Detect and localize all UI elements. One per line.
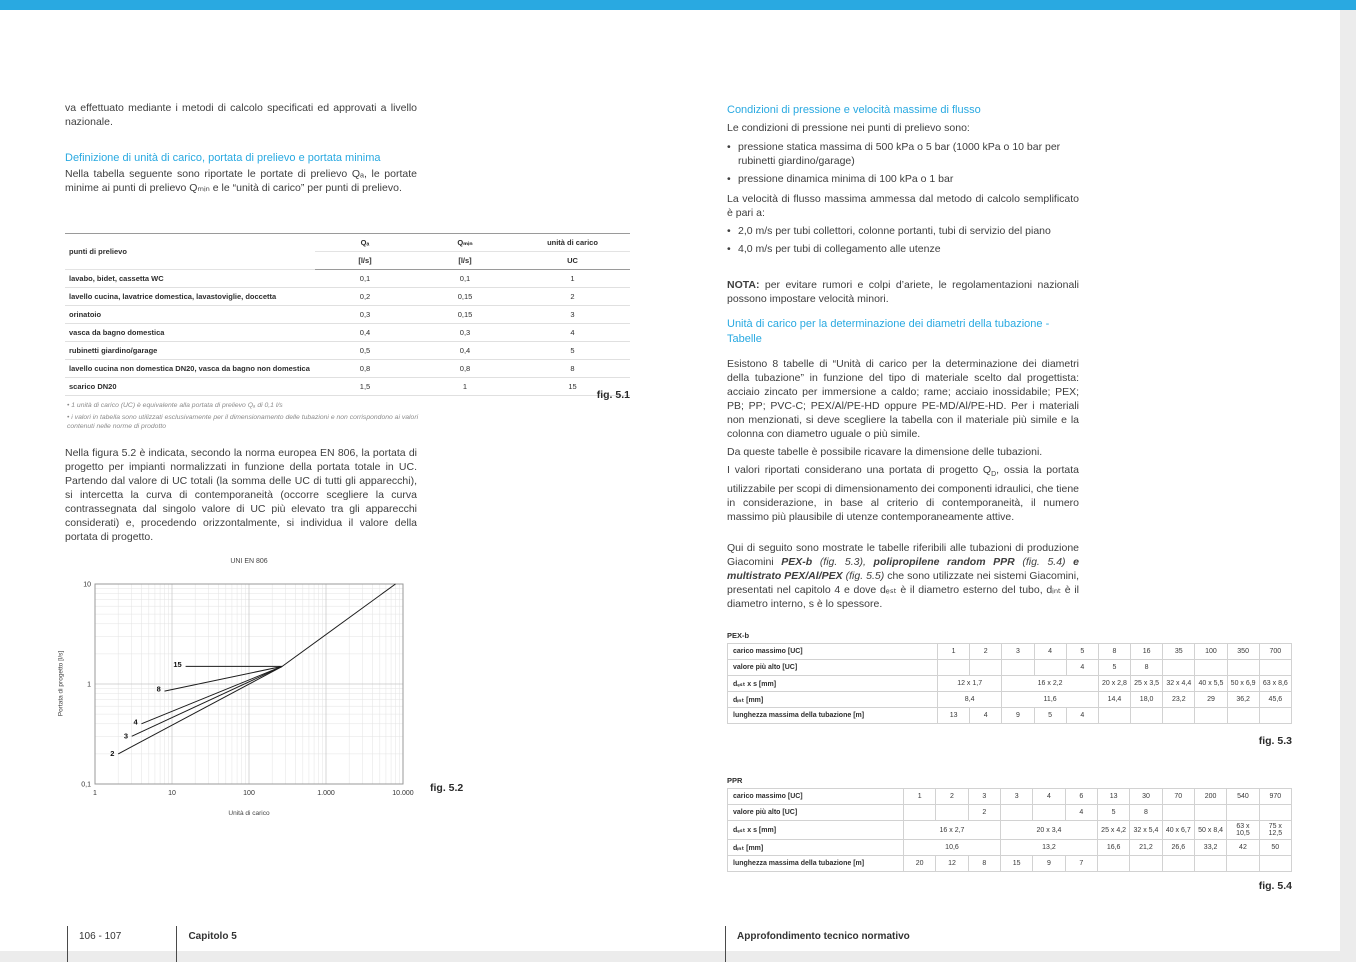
cell [1162, 805, 1194, 821]
list-item: • pressione statica massima di 500 kPa o 5 bar (1000 kPa o 10 bar per rubinetti giardino/garage) [727, 140, 1079, 168]
column-header-uc: unità di carico [515, 234, 630, 252]
cell: 0,8 [359, 364, 371, 373]
footnote: • i valori in tabella sono utilizzati esclusivamente per il dimensionamento delle tubazioni e non corrispondono ai valori contenuti nelle norme di prodotto [67, 413, 419, 430]
row-label: carico massimo [UC] [728, 789, 904, 805]
para-text: Qui di seguito sono mostrate le tabelle riferibili alle tubazioni di produzione Giacomini [727, 542, 1079, 568]
table-footnotes [67, 401, 442, 434]
cell [1259, 660, 1291, 676]
figure-label-5-1: fig. 5.1 [596, 389, 630, 401]
para-text-bold-italic: e multistrato PEX/Al/PEX [727, 556, 1079, 582]
row-label: dₑₛₜ x s [mm] [728, 821, 904, 840]
cell: 4 [1066, 660, 1098, 676]
row-label: valore più alto [UC] [728, 805, 904, 821]
cell [970, 660, 1002, 676]
cell: 70 [1162, 789, 1194, 805]
row-label: dₑₛₜ x s [mm] [728, 676, 938, 692]
cell: 45,6 [1259, 692, 1291, 708]
cell: 8 [570, 364, 575, 373]
tabelle-paragraph-4 [727, 541, 1079, 611]
cell: 30 [1130, 789, 1162, 805]
cell: 5 [1098, 660, 1130, 676]
ppr-table [727, 788, 1292, 872]
chart-y-axis-label: Portata di progetto [l/s] [57, 650, 65, 717]
cell [1227, 708, 1259, 724]
velocita-lead: La velocità di flusso massima ammessa dal metodo di calcolo semplificato è pari a: [727, 193, 1079, 219]
cell: 2 [936, 789, 968, 805]
cell: 36,2 [1227, 692, 1259, 708]
cell: 0,3 [459, 328, 471, 337]
cell: 2 [970, 644, 1002, 660]
pressione-bullet-list [727, 140, 1079, 190]
cell [1195, 708, 1227, 724]
cell: 20 x 2,8 [1098, 676, 1130, 692]
cell: 1 [462, 382, 468, 391]
cell [1227, 805, 1259, 821]
cell: 1 [938, 644, 970, 660]
page-right [678, 0, 1356, 951]
row-label: valore più alto [UC] [728, 660, 938, 676]
cell [1033, 805, 1065, 821]
figura-52-paragraph: Nella figura 5.2 è indicata, secondo la norma europea EN 806, la portata di progetto per impianti normalizzati in funzione della portata totale in UC. Partendo dal valore di UC totali (la somma delle UC di tutti gli apparecchi), si intercetta la curva di contemporaneità (occorre scegliere la curva contrassegnata dal singolo valore di UC più elevato tra gli apparecchi considerati) e, procedendo orizzontalmente, si individua il valore della portata di progetto. [65, 447, 417, 543]
row-label: lunghezza massima della tubazione [m] [728, 708, 938, 724]
cell [1163, 660, 1195, 676]
nota-label: NOTA: [727, 279, 760, 291]
cell: 50 x 6,9 [1227, 676, 1259, 692]
cell: 0,3 [359, 310, 371, 319]
tabelle-paragraph-3 [727, 463, 1079, 524]
row-label: carico massimo [UC] [728, 644, 938, 660]
list-item: • 4,0 m/s per tubi di collegamento alle utenze [727, 242, 1079, 256]
footnote: • 1 unità di carico (UC) è equivalente alla portata di prelievo Qₐ di 0,1 l/s [67, 402, 283, 409]
tabelle-paragraph-1: Esistono 8 tabelle di “Unità di carico per la determinazione dei diametri della tubazione” in funzione del tipo di materiale scelto dal progettista: acciaio zincato per immersione a caldo; rame; acciaio inossidabile; PEX; PB; PP; PVC-C; PEX/Al/PE-HD oppure PE-MD/Al/PE-HD. Per i materiali non menzionati, si deve scegliere la tabella con il materiale più simile e la colonna con diametro uguale o più simile. [727, 358, 1079, 440]
cell: 32 x 5,4 [1130, 821, 1162, 840]
cell [1259, 805, 1291, 821]
cell: 21,2 [1130, 840, 1162, 856]
page-left [0, 0, 678, 951]
cell: vasca da bagno domestica [69, 328, 165, 337]
para-text-bold-italic: polipropilene random PPR [873, 556, 1023, 568]
cell: 350 [1227, 644, 1259, 660]
cell [1162, 856, 1194, 872]
cell: 16 x 2,2 [1002, 676, 1099, 692]
cell [1194, 805, 1226, 821]
cell: 5 [1034, 708, 1066, 724]
cell: 16 x 2,7 [904, 821, 1001, 840]
table-row [728, 840, 1292, 856]
column-header-punti: punti di prelievo [65, 234, 315, 270]
cell: lavabo, bidet, cassetta WC [69, 274, 164, 283]
cell [1131, 708, 1163, 724]
cell: 0,4 [459, 346, 471, 355]
cell [904, 805, 936, 821]
cell: 2 [570, 292, 575, 301]
para-text: , ossia la portata utilizzabile per scopi di dimensionamento dei componenti idraulici, che tiene in considerazione, in base al criterio di contemporaneità, il numero massimo più plausibile di utenze contemporaneamente attive. [727, 464, 1079, 524]
cell: 8 [968, 856, 1000, 872]
list-item: • 2,0 m/s per tubi collettori, colonne portanti, tubi di servizio del piano [727, 224, 1079, 238]
cell: 32 x 4,4 [1163, 676, 1195, 692]
cell: lavello cucina non domestica DN20, vasca da bagno non domestica [69, 364, 310, 373]
para-text: I valori riportati considerano una portata di progetto Q [727, 464, 992, 476]
pressione-lead: Le condizioni di pressione nei punti di prelievo sono: [727, 122, 970, 134]
ppr-table-title: PPR [727, 776, 743, 785]
cell: 20 [904, 856, 936, 872]
cell: 5 [570, 346, 575, 355]
svg-text:4: 4 [133, 717, 138, 727]
cell: 50 x 8,4 [1194, 821, 1226, 840]
footer-right [725, 926, 924, 962]
row-label: dᵢₙₜ [mm] [728, 840, 904, 856]
cell: 15 [1000, 856, 1032, 872]
cell: 20 x 3,4 [1000, 821, 1097, 840]
cell: 5 [1066, 644, 1098, 660]
cell [1194, 856, 1226, 872]
table-row [728, 676, 1292, 692]
cell: orinatoio [69, 310, 102, 319]
cell: 8,4 [938, 692, 1002, 708]
intro-paragraph: va effettuato mediante i metodi di calcolo specificati ed approvati a livello nazionale. [65, 102, 417, 128]
cell: 0,5 [359, 346, 371, 355]
cell: 970 [1259, 789, 1291, 805]
cell [936, 805, 968, 821]
column-header-qa: Qₐ [315, 234, 415, 252]
cell: 4 [1034, 644, 1066, 660]
cell: 15 [568, 382, 577, 391]
cell: 4 [570, 328, 575, 337]
svg-text:100: 100 [243, 790, 255, 797]
subscript: D [991, 471, 997, 479]
para-text-bold-italic: PEX-b [781, 556, 820, 568]
table-row [728, 805, 1292, 821]
cell: 540 [1227, 789, 1259, 805]
table-row [728, 644, 1292, 660]
nota-text: per evitare rumori e colpi d’ariete, le regolamentazioni nazionali possono impostare velocità minori. [727, 279, 1079, 305]
cell: 13,2 [1000, 840, 1097, 856]
velocita-bullet-list [727, 224, 1079, 260]
cell: 3 [570, 310, 575, 319]
cell: 40 x 6,7 [1162, 821, 1194, 840]
figure-label-5-4: fig. 5.4 [1258, 880, 1292, 892]
cell: 100 [1195, 644, 1227, 660]
cell [1130, 856, 1162, 872]
section-heading-pressione: Condizioni di pressione e velocità massime di flusso [727, 104, 981, 116]
svg-text:2: 2 [110, 748, 115, 758]
cell: 16 [1131, 644, 1163, 660]
cell: 29 [1195, 692, 1227, 708]
table-row [728, 856, 1292, 872]
figure-label-5-3: fig. 5.3 [1258, 735, 1292, 747]
svg-text:10.000: 10.000 [392, 790, 414, 797]
cell: rubinetti giardino/garage [69, 346, 158, 355]
cell: 8 [1131, 660, 1163, 676]
tabelle-paragraph-2: Da queste tabelle è possibile ricavare la dimensione delle tubazioni. [727, 446, 1043, 458]
svg-text:1: 1 [87, 681, 91, 689]
cell: 3 [968, 789, 1000, 805]
table-row [65, 342, 630, 360]
cell: 3 [1000, 789, 1032, 805]
cell: 0,1 [359, 274, 371, 283]
figure-label-5-2: fig. 5.2 [430, 782, 464, 794]
section-heading-unita-carico: Unità di carico per la determinazione dei diametri della tubazione - Tabelle [727, 318, 1050, 345]
cell: 18,0 [1131, 692, 1163, 708]
cell: 23,2 [1163, 692, 1195, 708]
cell [1227, 856, 1259, 872]
table-row [728, 692, 1292, 708]
para-text: che sono utilizzate nei sistemi Giacomini, presentati nel capitolo 4 e dove dₑₛₜ è il diametro esterno del tubo, dᵢₙₜ è il diametro interno, s è lo spessore. [727, 570, 1079, 610]
cell [1259, 856, 1291, 872]
para-text-italic: (fig. 5.4) [1022, 556, 1074, 568]
cell: 8 [1130, 805, 1162, 821]
footer-section-title: Approfondimento tecnico normativo [725, 926, 924, 962]
table-row [65, 270, 630, 288]
row-label: lunghezza massima della tubazione [m] [728, 856, 904, 872]
svg-text:10: 10 [83, 581, 91, 589]
cell [1163, 708, 1195, 724]
cell: 0,15 [457, 310, 473, 319]
cell: 7 [1065, 856, 1097, 872]
cell: 4 [1066, 708, 1098, 724]
para-text-italic: (fig. 5.5) [845, 570, 888, 582]
cell: 25 x 4,2 [1097, 821, 1129, 840]
cell [1002, 660, 1034, 676]
chapter-label: Capitolo 5 [176, 926, 250, 962]
svg-text:8: 8 [156, 684, 161, 694]
cell [1097, 856, 1129, 872]
table-header-row [65, 234, 630, 252]
cell: 63 x 8,6 [1259, 676, 1291, 692]
cell: 10,6 [904, 840, 1001, 856]
cell [1000, 805, 1032, 821]
column-header-qmin: Qₘᵢₙ [415, 234, 515, 252]
unit-header: [l/s] [358, 256, 372, 265]
cell: 0,8 [459, 364, 471, 373]
cell: 0,1 [459, 274, 471, 283]
top-accent-bar [0, 0, 1356, 10]
svg-text:10: 10 [168, 790, 176, 797]
cell [1195, 660, 1227, 676]
cell: 42 [1227, 840, 1259, 856]
cell: scarico DN20 [69, 382, 117, 391]
svg-text:1: 1 [93, 790, 97, 797]
cell: 4 [1065, 805, 1097, 821]
table-row [65, 360, 630, 378]
chart-title: UNI EN 806 [230, 558, 268, 565]
cell: 4 [970, 708, 1002, 724]
cell: 9 [1002, 708, 1034, 724]
table-row [728, 660, 1292, 676]
table-row [728, 708, 1292, 724]
cell: 50 [1259, 840, 1291, 856]
cell: 13 [1097, 789, 1129, 805]
table-row [728, 821, 1292, 840]
cell: 6 [1065, 789, 1097, 805]
cell: 26,6 [1162, 840, 1194, 856]
chart-x-axis-label: Unità di carico [228, 810, 270, 817]
cell: 75 x 12,5 [1259, 821, 1291, 840]
svg-text:0,1: 0,1 [81, 781, 91, 789]
unit-header: [l/s] [458, 256, 472, 265]
cell: 4 [1033, 789, 1065, 805]
cell: 35 [1163, 644, 1195, 660]
cell: 12 [936, 856, 968, 872]
cell: 0,4 [359, 328, 371, 337]
cell [1227, 660, 1259, 676]
cell: 1 [570, 274, 575, 283]
pexb-table-title: PEX-b [727, 631, 750, 640]
cell [1259, 708, 1291, 724]
list-item: • pressione dinamica minima di 100 kPa o 1 bar [727, 172, 1079, 186]
cell: 3 [1002, 644, 1034, 660]
svg-text:15: 15 [173, 659, 182, 669]
cell [938, 660, 970, 676]
cell: 9 [1033, 856, 1065, 872]
table-row [728, 789, 1292, 805]
chart-plot-area [55, 574, 427, 804]
cell: 11,6 [1002, 692, 1099, 708]
table-row [65, 324, 630, 342]
cell: 63 x 10,5 [1227, 821, 1259, 840]
svg-text:3: 3 [123, 731, 129, 741]
cell [1098, 708, 1130, 724]
cell: 1 [904, 789, 936, 805]
cell: lavello cucina, lavatrice domestica, lavastoviglie, doccetta [69, 292, 277, 301]
svg-text:1.000: 1.000 [317, 790, 335, 797]
cell: 1,5 [359, 382, 371, 391]
cell: 0,2 [359, 292, 371, 301]
cell: 40 x 5,5 [1195, 676, 1227, 692]
cell: 0,15 [457, 292, 473, 301]
table-row [65, 288, 630, 306]
cell: 700 [1259, 644, 1291, 660]
cell: 25 x 3,5 [1131, 676, 1163, 692]
cell: 2 [968, 805, 1000, 821]
uc-flow-chart [55, 552, 440, 827]
cell: 12 x 1,7 [938, 676, 1002, 692]
cell: 14,4 [1098, 692, 1130, 708]
unit-header: UC [567, 256, 578, 265]
footer-left [67, 926, 251, 962]
cell: 16,6 [1097, 840, 1129, 856]
prelievo-table [65, 233, 630, 396]
cell: 5 [1097, 805, 1129, 821]
definizione-paragraph: Nella tabella seguente sono riportate le portate di prelievo Qₐ, le portate minime ai punti di prelievo Qₘᵢₙ e le “unità di carico” per punti di prelievo. [65, 168, 417, 194]
cell [1034, 660, 1066, 676]
table-row [65, 306, 630, 324]
cell: 8 [1098, 644, 1130, 660]
para-text-italic: (fig. 5.3), [819, 556, 874, 568]
cell: 13 [938, 708, 970, 724]
pexb-table [727, 643, 1292, 724]
cell: 33,2 [1194, 840, 1226, 856]
row-label: dᵢₙₜ [mm] [728, 692, 938, 708]
section-heading-definizione: Definizione di unità di carico, portata di prelievo e portata minima [65, 152, 381, 164]
page-numbers: 106 - 107 [67, 926, 172, 962]
nota-paragraph [727, 278, 1079, 306]
cell: 200 [1194, 789, 1226, 805]
